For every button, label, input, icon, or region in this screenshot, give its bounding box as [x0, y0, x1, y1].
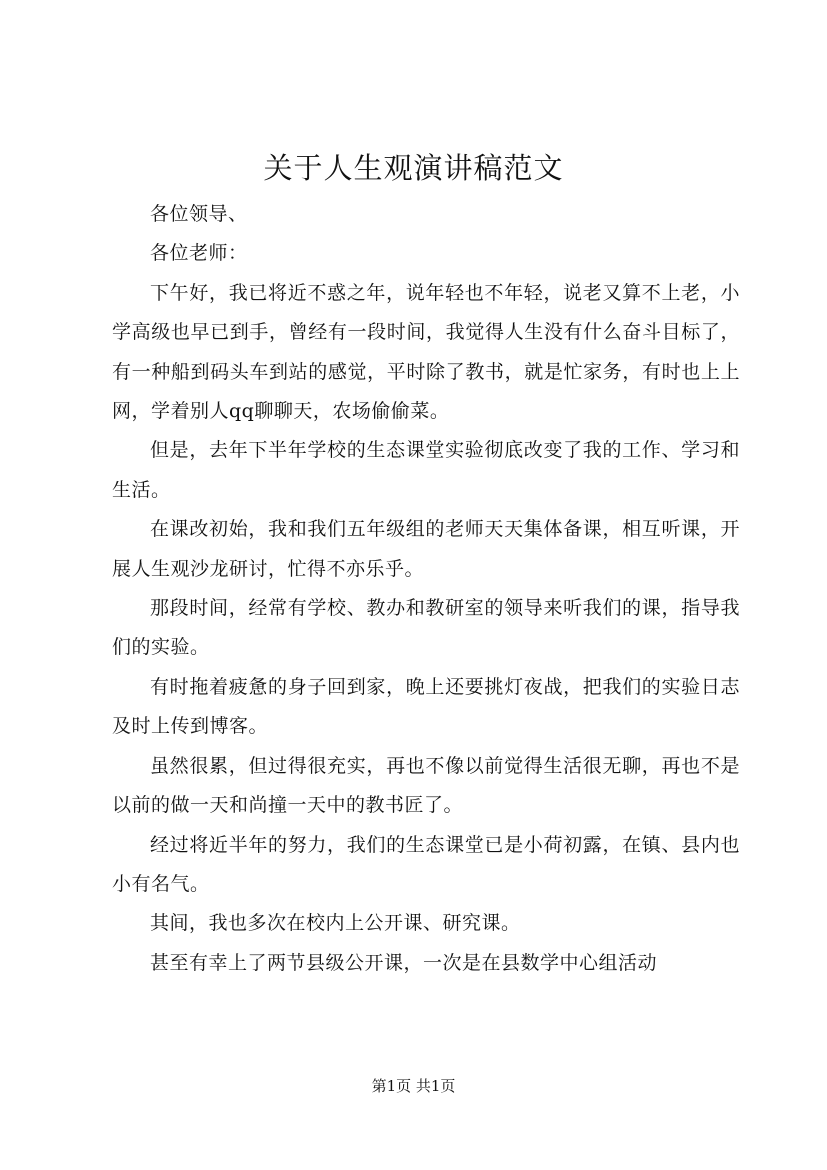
- document-title: 关于人生观演讲稿范文: [263, 151, 564, 185]
- page-footer: 第1页 共1页: [371, 1077, 456, 1095]
- paragraph: 各位领导、: [150, 203, 248, 225]
- paragraph: 各位老师：: [150, 242, 248, 265]
- paragraph: 下午好，我已将近不惑之年，说年轻也不年轻，说老又算不上老，小学高级也早已到手，曾经有一段时间，我觉得人生没有什么奋斗目标了，有一种船到码头车到站的感觉，平时除了教书，就是忙家务，有时也上上网，学着别人qq聊聊天，农场偷偷菜。: [112, 281, 740, 423]
- paragraph: 但是，去年下半年学校的生态课堂实验彻底改变了我的工作、学习和生活。: [112, 439, 740, 501]
- paragraph: 有时拖着疲惫的身子回到家，晚上还要挑灯夜战，把我们的实验日志及时上传到博客。: [112, 675, 740, 738]
- paragraph: 在课改初始，我和我们五年级组的老师天天集体备课，相互听课，开展人生观沙龙研讨，忙得不亦乐乎。: [112, 518, 740, 580]
- paragraph: 甚至有幸上了两节县级公开课，一次是在县数学中心组活动: [150, 951, 658, 974]
- paragraph: 经过将近半年的努力，我们的生态课堂已是小荷初露，在镇、县内也小有名气。: [112, 833, 740, 895]
- paragraph: 虽然很累，但过得很充实，再也不像以前觉得生活很无聊，再也不是以前的做一天和尚撞一天中的教书匠了。: [112, 754, 740, 817]
- paragraph: 那段时间，经常有学校、教办和教研室的领导来听我们的课，指导我们的实验。: [112, 597, 740, 659]
- paragraph: 其间，我也多次在校内上公开课、研究课。: [150, 912, 521, 935]
- document-body: [112, 195, 740, 983]
